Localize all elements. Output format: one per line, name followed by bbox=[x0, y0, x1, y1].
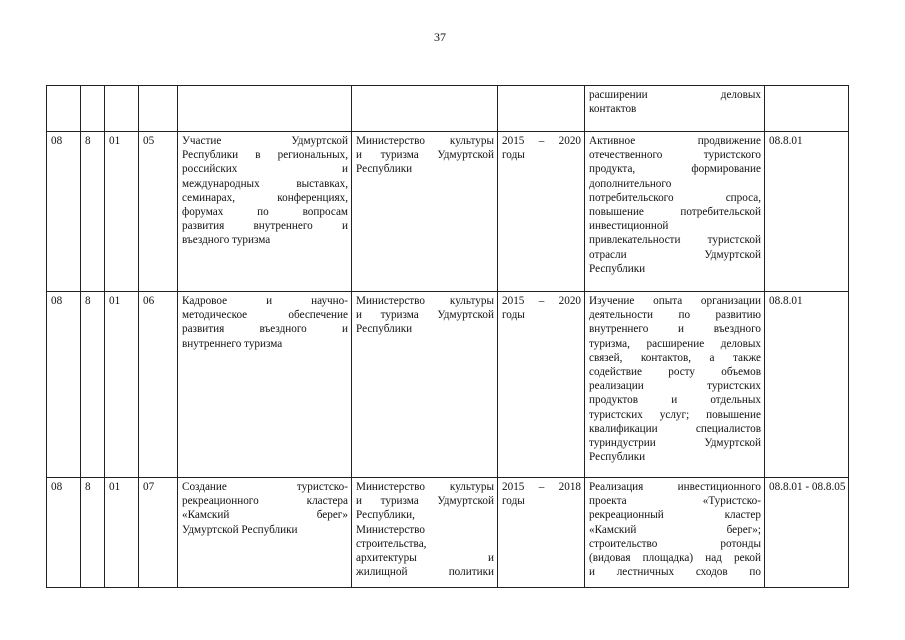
cell-text-line: квалификации специалистов bbox=[589, 422, 761, 435]
expected-result-cell bbox=[585, 292, 765, 478]
program-measures-table bbox=[46, 85, 849, 588]
cell-text-line: методическое обеспечение bbox=[182, 309, 348, 322]
subprogram-code-cell: 8 bbox=[81, 132, 105, 292]
cell-text-line: Министерство культуры bbox=[356, 295, 494, 307]
cell-text-line: Удмуртской Республики bbox=[182, 523, 298, 536]
cell-text-line: содействие росту объемов bbox=[589, 366, 761, 379]
cell-text-line: Республики bbox=[356, 163, 413, 176]
indicator-link-cell bbox=[765, 292, 849, 478]
cell-text-line: развития въездного и bbox=[182, 323, 348, 336]
cell-text-line: годы bbox=[502, 309, 525, 322]
cell-text-line: деятельности по развитию bbox=[589, 309, 761, 322]
main-measure-code-cell: 01 bbox=[105, 132, 139, 292]
measure-name-cell bbox=[178, 292, 352, 478]
cell-text-line: жилищной политики bbox=[356, 566, 494, 579]
executor-cell bbox=[352, 478, 498, 588]
table-row bbox=[47, 478, 849, 588]
main-measure-code-cell: 01 bbox=[105, 292, 139, 478]
cell-text-line: российских и bbox=[182, 163, 348, 176]
cell-text-line: Республики в региональных, bbox=[182, 149, 348, 162]
cell-text-line: 08.8.01 bbox=[769, 295, 803, 307]
cell-text-line: контактов bbox=[589, 103, 637, 116]
cell-text-line: Министерство bbox=[356, 523, 425, 536]
cell-text-line: годы bbox=[502, 149, 525, 162]
cell-text-line: Республики bbox=[589, 262, 646, 275]
subprogram-code-cell: 8 bbox=[81, 478, 105, 588]
cell-text-line: внутреннего туризма bbox=[182, 337, 283, 350]
cell-text-line: 08.8.01 - 08.8.05 bbox=[769, 481, 846, 493]
cell-text-line: туриндустрии Удмуртской bbox=[589, 437, 761, 450]
cell-text-line: развития внутреннего и bbox=[182, 220, 348, 233]
measure-code-cell: 05 bbox=[139, 132, 178, 292]
cell-text-line: продукта, формирование bbox=[589, 163, 761, 176]
page-number: 37 bbox=[434, 30, 446, 44]
cell-text-line: въездного туризма bbox=[182, 234, 271, 247]
executor-cell bbox=[352, 292, 498, 478]
expected-result-cell bbox=[585, 132, 765, 292]
executor-cell bbox=[352, 86, 498, 132]
cell-text-line: архитектуры и bbox=[356, 552, 494, 565]
cell-text-line: и туризма Удмуртской bbox=[356, 495, 494, 508]
cell-text-line: 2015 – 2020 bbox=[502, 295, 581, 307]
cell-text-line: проекта «Туристско- bbox=[589, 495, 761, 508]
term-cell bbox=[498, 478, 585, 588]
cell-text-line: строительство ротонды bbox=[589, 537, 761, 550]
main-measure-code-cell bbox=[105, 86, 139, 132]
main-measure-code-cell: 01 bbox=[105, 478, 139, 588]
cell-text-line: Министерство культуры bbox=[356, 135, 494, 147]
table-row bbox=[47, 132, 849, 292]
cell-text-line: семинарах, конференциях, bbox=[182, 191, 348, 204]
measure-name-cell bbox=[178, 132, 352, 292]
cell-text-line: туризма, расширение деловых bbox=[589, 337, 761, 350]
section-code-cell bbox=[47, 86, 81, 132]
indicator-link-cell bbox=[765, 86, 849, 132]
section-code-cell: 08 bbox=[47, 478, 81, 588]
measure-code-cell: 07 bbox=[139, 478, 178, 588]
cell-text-line: Республики, bbox=[356, 509, 415, 522]
cell-text-line: и туризма Удмуртской bbox=[356, 149, 494, 162]
cell-text-line: рекреационного кластера bbox=[182, 495, 348, 508]
section-code-cell: 08 bbox=[47, 292, 81, 478]
cell-text-line: 08.8.01 bbox=[769, 135, 803, 147]
cell-text-line: «Камский берег»; bbox=[589, 523, 761, 536]
cell-text-line: Активное продвижение bbox=[589, 135, 761, 147]
measure-name-cell bbox=[178, 86, 352, 132]
cell-text-line: потребительского спроса, bbox=[589, 191, 761, 204]
term-cell bbox=[498, 86, 585, 132]
measure-name-cell bbox=[178, 478, 352, 588]
subprogram-code-cell: 8 bbox=[81, 292, 105, 478]
cell-text-line: 2015 – 2020 bbox=[502, 135, 581, 147]
cell-text-line: рекреационный кластер bbox=[589, 509, 761, 522]
subprogram-code-cell bbox=[81, 86, 105, 132]
cell-text-line: Республики bbox=[356, 323, 413, 336]
cell-text-line: Изучение опыта организации bbox=[589, 295, 761, 307]
cell-text-line: «Камский берег» bbox=[182, 509, 348, 522]
indicator-link-cell bbox=[765, 132, 849, 292]
cell-text-line: дополнительного bbox=[589, 177, 672, 190]
table-row bbox=[47, 292, 849, 478]
cell-text-line: отрасли Удмуртской bbox=[589, 248, 761, 261]
cell-text-line: и лестничных сходов по bbox=[589, 566, 761, 579]
cell-text-line: повышение потребительской bbox=[589, 206, 761, 219]
cell-text-line: привлекательности туристской bbox=[589, 234, 761, 247]
cell-text-line: реализации туристских bbox=[589, 380, 761, 393]
cell-text-line: инвестиционной bbox=[589, 220, 669, 233]
cell-text-line: Кадровое и научно- bbox=[182, 295, 348, 307]
cell-text-line: Республики bbox=[589, 451, 646, 464]
cell-text-line: форумах по вопросам bbox=[182, 206, 348, 219]
cell-text-line: отечественного туристского bbox=[589, 149, 761, 162]
cell-text-line: внутреннего и въездного bbox=[589, 323, 761, 336]
cell-text-line: продуктов и отдельных bbox=[589, 394, 761, 407]
cell-text-line: Создание туристско- bbox=[182, 481, 348, 493]
cell-text-line: Участие Удмуртской bbox=[182, 135, 348, 147]
indicator-link-cell bbox=[765, 478, 849, 588]
cell-text-line: 2015 – 2018 bbox=[502, 481, 581, 493]
cell-text-line: и туризма Удмуртской bbox=[356, 309, 494, 322]
cell-text-line: годы bbox=[502, 495, 525, 508]
term-cell bbox=[498, 132, 585, 292]
cell-text-line: связей, контактов, а также bbox=[589, 351, 761, 364]
expected-result-cell bbox=[585, 478, 765, 588]
cell-text-line: Министерство культуры bbox=[356, 481, 494, 493]
term-cell bbox=[498, 292, 585, 478]
cell-text-line: международных выставках, bbox=[182, 177, 348, 190]
executor-cell bbox=[352, 132, 498, 292]
cell-text-line: туристских услуг; повышение bbox=[589, 408, 761, 421]
measure-code-cell: 06 bbox=[139, 292, 178, 478]
cell-text-line: (видовая площадка) над рекой bbox=[589, 552, 761, 565]
expected-result-cell bbox=[585, 86, 765, 132]
cell-text-line: Реализация инвестиционного bbox=[589, 481, 761, 493]
table-row bbox=[47, 86, 849, 132]
cell-text-line: строительства, bbox=[356, 537, 427, 550]
section-code-cell: 08 bbox=[47, 132, 81, 292]
cell-text-line: расширении деловых bbox=[589, 89, 761, 101]
measure-code-cell bbox=[139, 86, 178, 132]
